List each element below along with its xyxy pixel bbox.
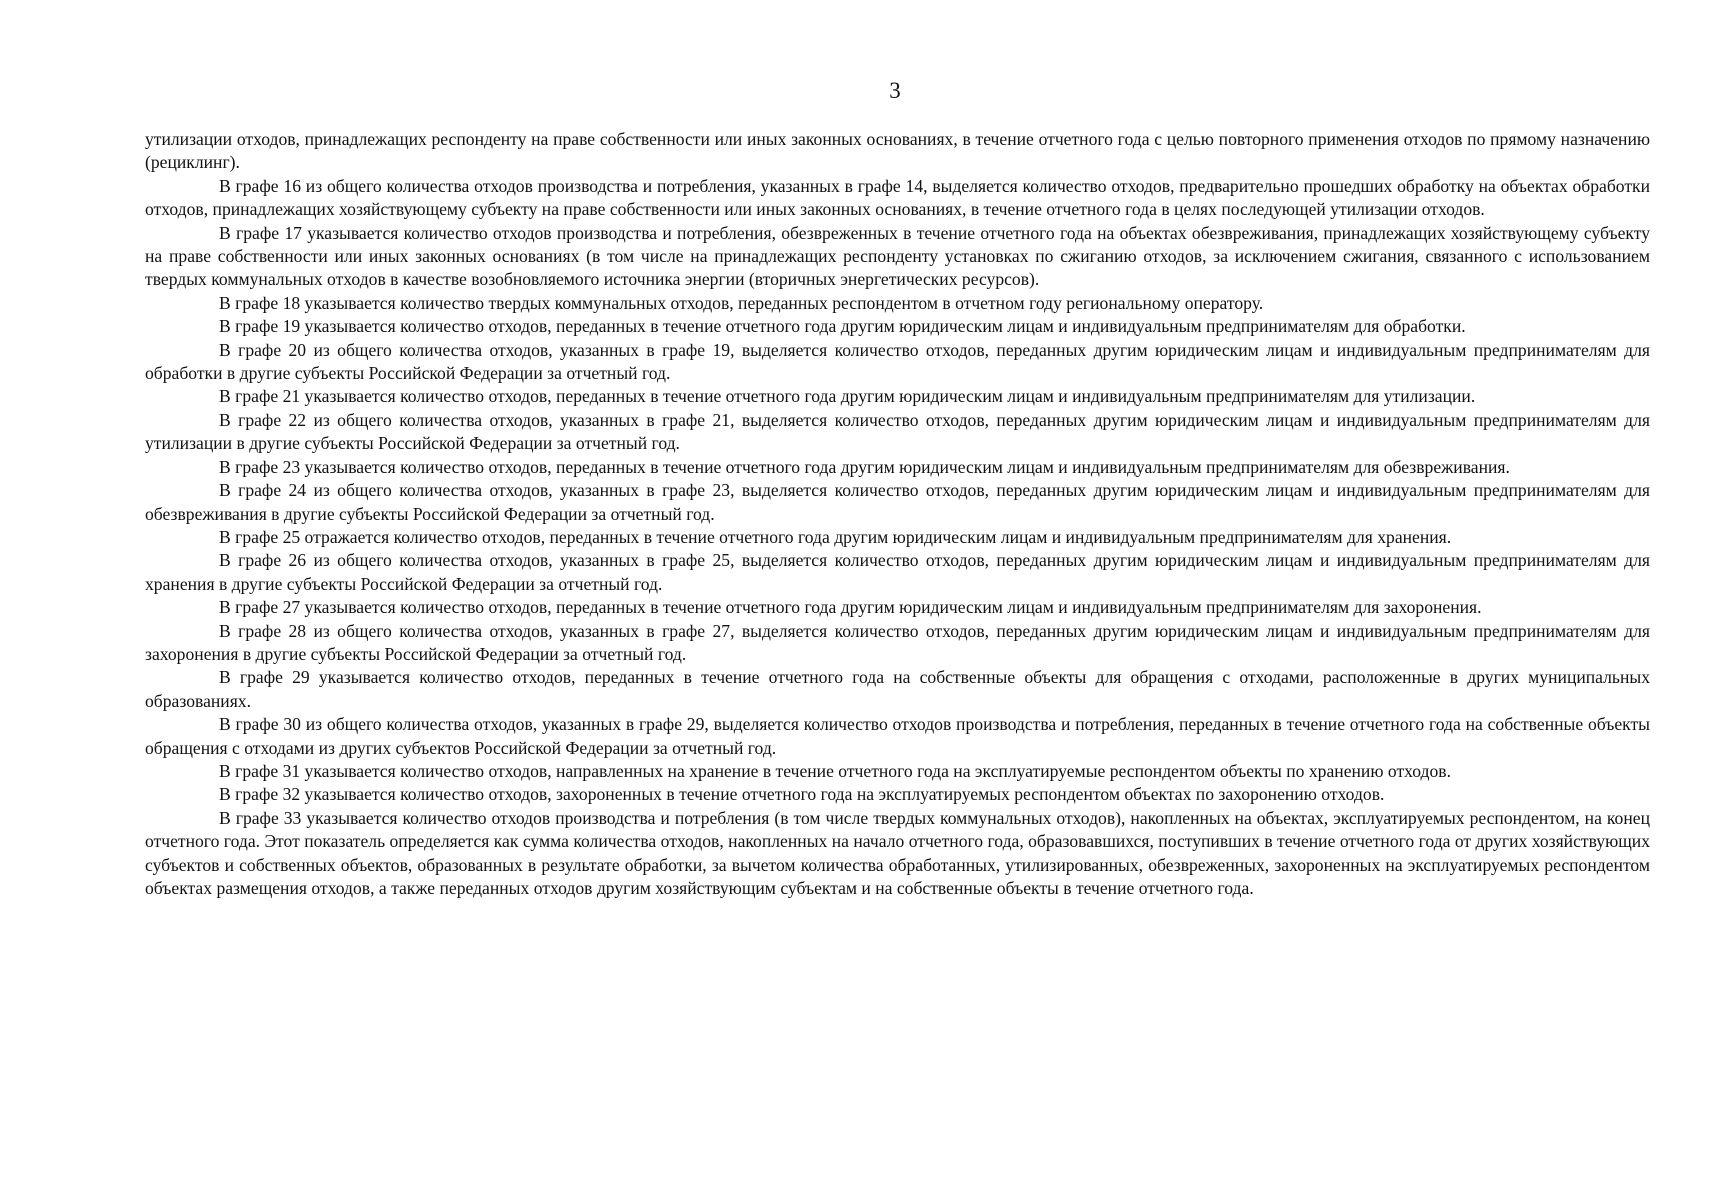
paragraph-column-28: В графе 28 из общего количества отходов, указанных в графе 27, выделяется количество отходов, переданных другим юридическим лицам и индивидуальным предпринимателям для захоронения в другие субъекты Российской Федерации за отчетный год. (145, 620, 1650, 664)
paragraph-column-18: В графе 18 указывается количество твердых коммунальных отходов, переданных респондентом в отчетном году региональному оператору. (219, 292, 1264, 313)
paragraph-continuation: утилизации отходов, принадлежащих респонденту на праве собственности или иных законных основаниях, в течение отчетного года с целью повторного применения отходов по прямому назначению (рециклинг). (145, 129, 1650, 173)
paragraph-column-25: В графе 25 отражается количество отходов, переданных в течение отчетного года другим юридическим лицам и индивидуальным предпринимателям для хранения. (219, 526, 1452, 547)
paragraph-column-32: В графе 32 указывается количество отходов, захороненных в течение отчетного года на эксплуатируемых респондентом объектах по захоронению отходов. (219, 784, 1385, 805)
paragraph-column-33: В графе 33 указывается количество отходов производства и потребления (в том числе твердых коммунальных отходов), накопленных на объектах, эксплуатируемых респондентом, на конец отчетного года. Этот показатель определяется как сумма количества отходов, накопленных на начало отчетного года, образовавшихся, поступивших в течение отчетного года от других хозяйствующих субъектов и собственных объектов, образованных в результате обработки, за вычетом количества обработанных, утилизированных, обезвреженных, захороненных на эксплуатируемых респондентом объектах размещения отходов, а также переданных отходов другим хозяйствующим субъектам и на собственные объекты в течение отчетного года. (145, 807, 1650, 898)
paragraph-column-19: В графе 19 указывается количество отходов, переданных в течение отчетного года другим юридическим лицам и индивидуальным предпринимателям для обработки. (219, 316, 1466, 337)
paragraph-column-31: В графе 31 указывается количество отходов, направленных на хранение в течение отчетного года на эксплуатируемые респондентом объекты по хранению отходов. (219, 760, 1451, 781)
paragraph-column-29: В графе 29 указывается количество отходов, переданных в течение отчетного года на собственные объекты для обращения с отходами, расположенные в других муниципальных образованиях. (145, 667, 1650, 711)
paragraph-column-24: В графе 24 из общего количества отходов, указанных в графе 23, выделяется количество отходов, переданных другим юридическим лицам и индивидуальным предпринимателям для обезвреживания в другие субъекты Российской Федерации за отчетный год. (145, 480, 1650, 524)
paragraph-column-30: В графе 30 из общего количества отходов, указанных в графе 29, выделяется количество отходов производства и потребления, переданных в течение отчетного года на собственные объекты обращения с отходами из других субъектов Российской Федерации за отчетный год. (145, 714, 1650, 758)
paragraph-column-27: В графе 27 указывается количество отходов, переданных в течение отчетного года другим юридическим лицам и индивидуальным предпринимателям для захоронения. (219, 597, 1482, 618)
paragraph-column-26: В графе 26 из общего количества отходов, указанных в графе 25, выделяется количество отходов, переданных другим юридическим лицам и индивидуальным предпринимателям для хранения в другие субъекты Российской Федерации за отчетный год. (145, 550, 1650, 594)
paragraph-column-17: В графе 17 указывается количество отходов производства и потребления, обезвреженных в течение отчетного года на объектах обезвреживания, принадлежащих хозяйствующему субъекту на праве собственности или иных законных основаниях (в том числе на принадлежащих респонденту установках по сжиганию отходов, за исключением сжигания, связанного с использованием твердых коммунальных отходов в качестве возобновляемого источника энергии (вторичных энергетических ресурсов). (145, 222, 1650, 290)
paragraph-column-22: В графе 22 из общего количества отходов, указанных в графе 21, выделяется количество отходов, переданных другим юридическим лицам и индивидуальным предпринимателям для утилизации в другие субъекты Российской Федерации за отчетный год. (145, 409, 1650, 454)
document-body (145, 128, 1650, 900)
paragraph-column-16: В графе 16 из общего количества отходов производства и потребления, указанных в графе 14, выделяется количество отходов, предварительно прошедших обработку на объектах обработки отходов, принадлежащих хозяйствующему субъекту на праве собственности или иных законных основаниях, в течение отчетного года в целях последующей утилизации отходов. (145, 175, 1650, 220)
paragraph-column-20: В графе 20 из общего количества отходов, указанных в графе 19, выделяется количество отходов, переданных другим юридическим лицам и индивидуальным предпринимателям для обработки в другие субъекты Российской Федерации за отчетный год. (145, 339, 1650, 384)
paragraph-column-23: В графе 23 указывается количество отходов, переданных в течение отчетного года другим юридическим лицам и индивидуальным предпринимателям для обезвреживания. (219, 456, 1510, 477)
paragraph-column-21: В графе 21 указывается количество отходов, переданных в течение отчетного года другим юридическим лицам и индивидуальным предпринимателям для утилизации. (219, 386, 1476, 407)
page-number: 3 (889, 78, 901, 103)
